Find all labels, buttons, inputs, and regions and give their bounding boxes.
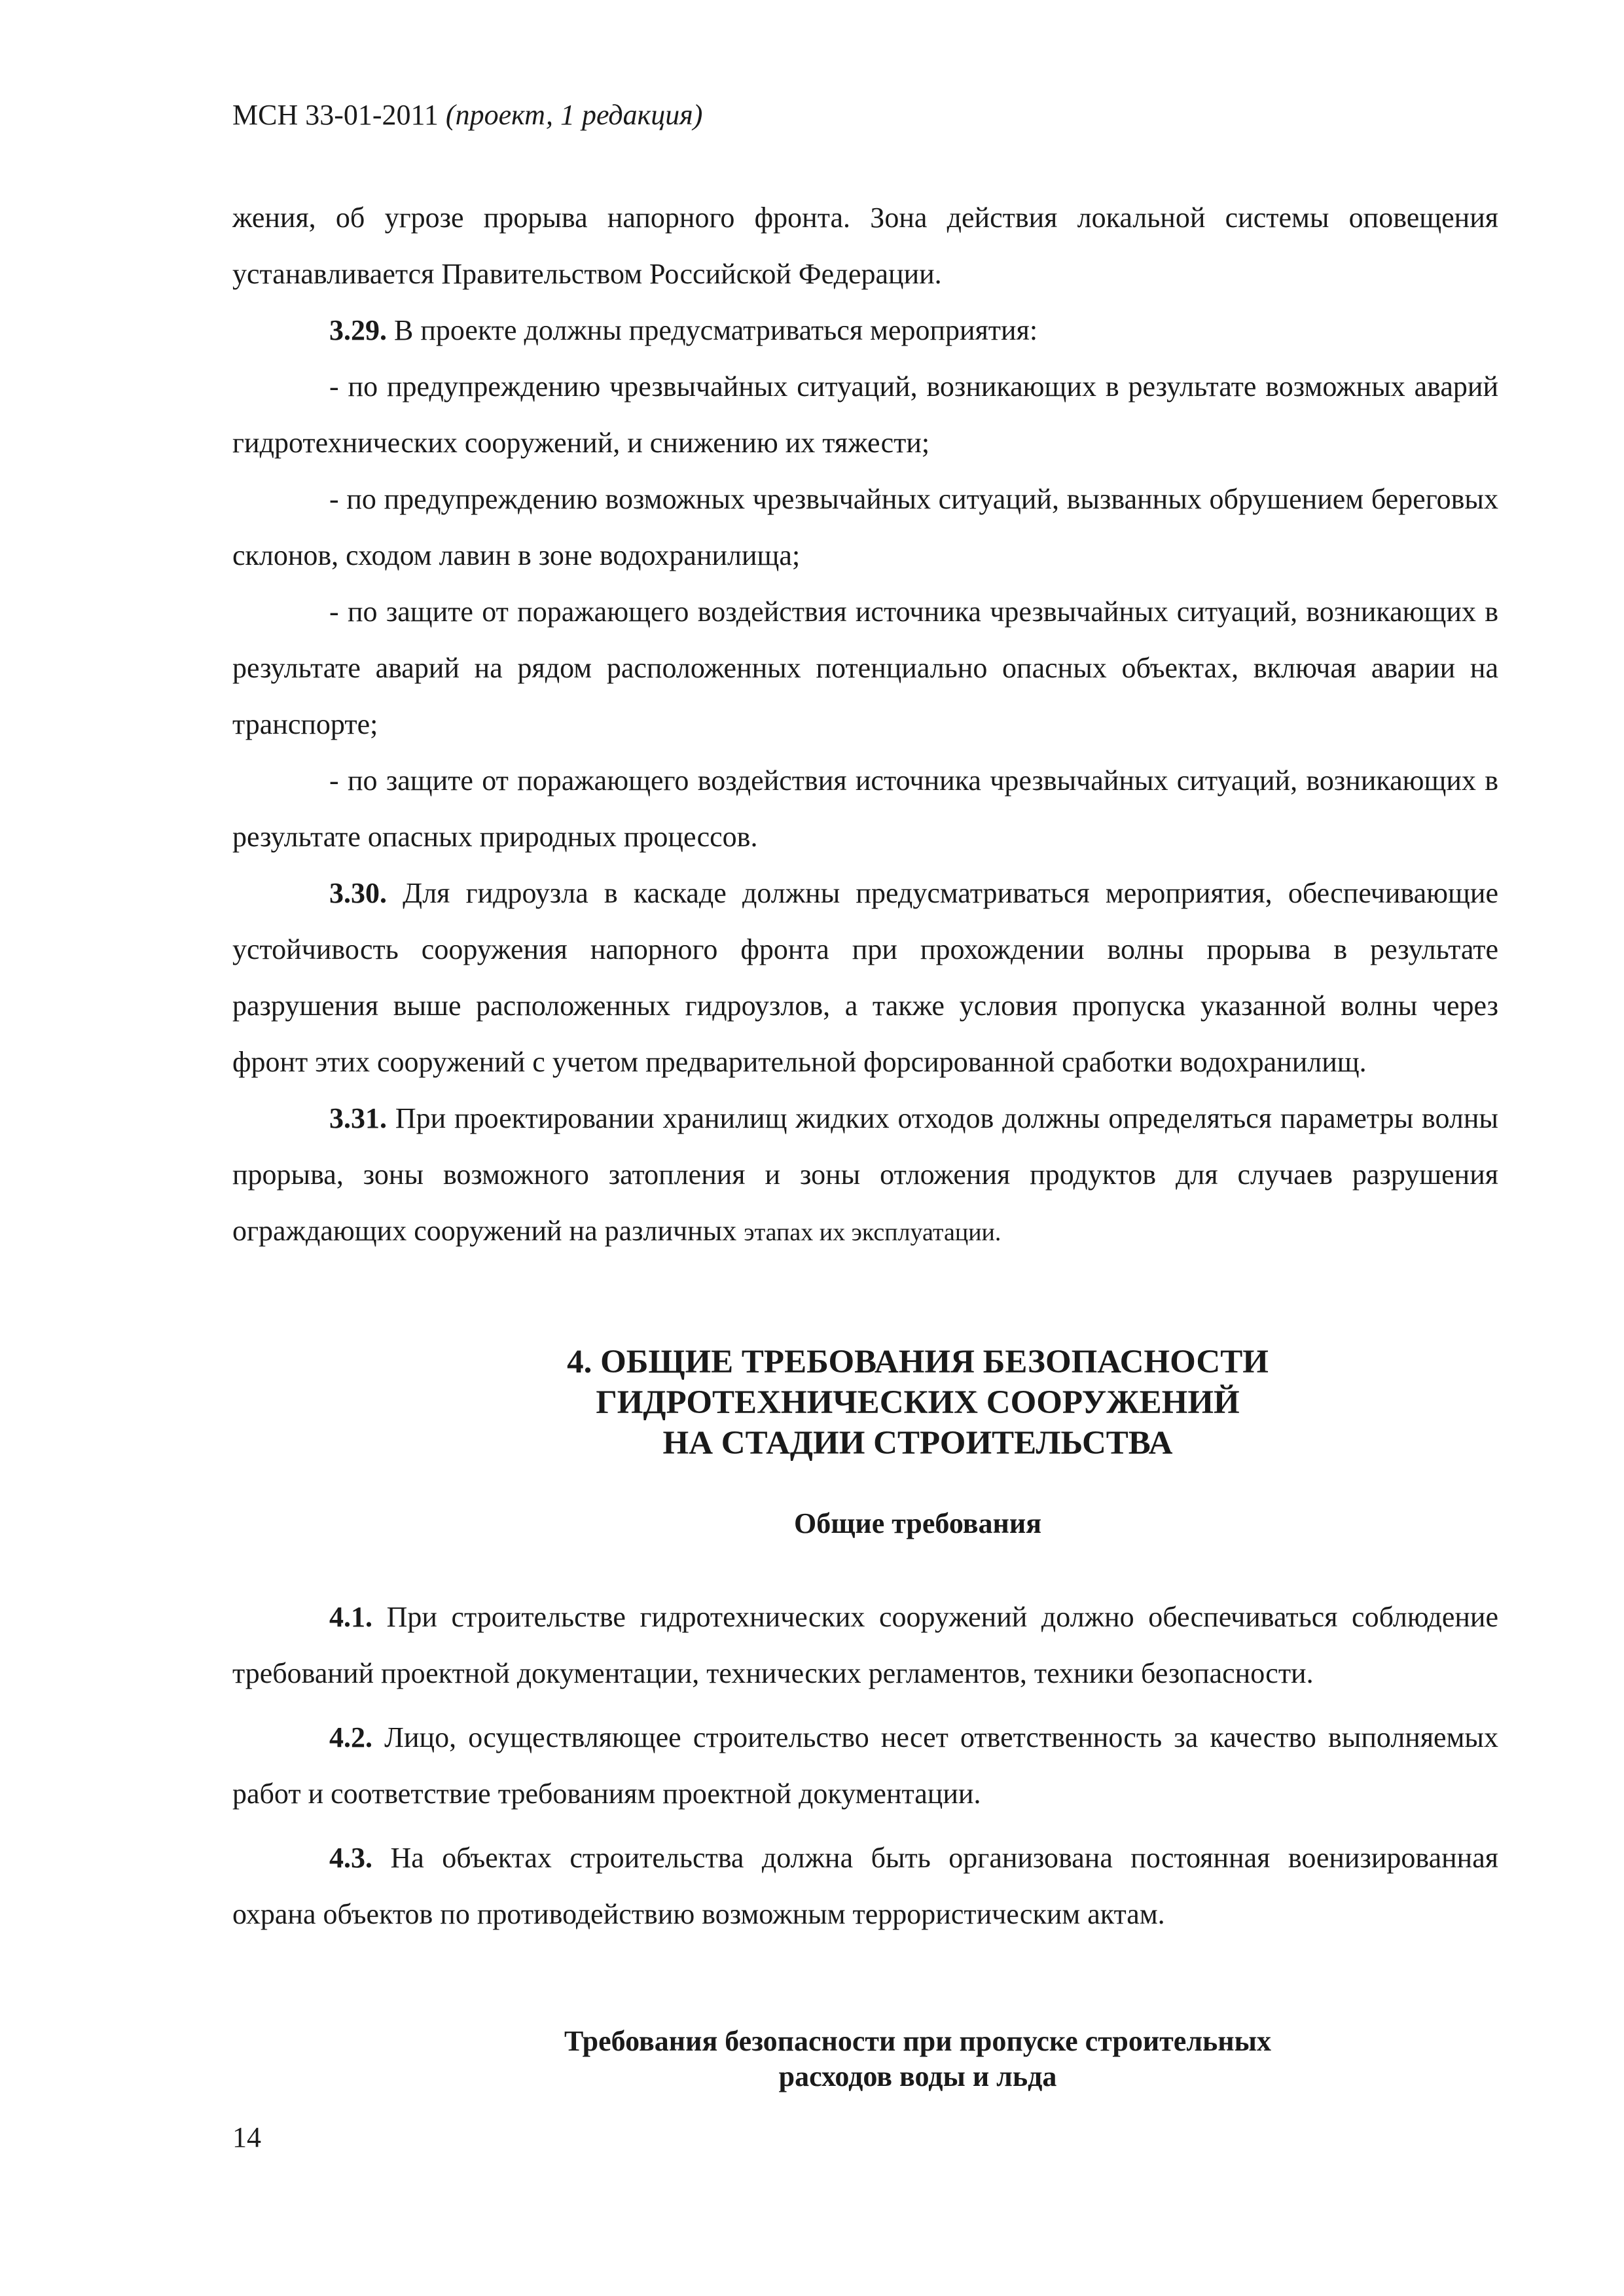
clause-number: 4.2.: [329, 1721, 372, 1753]
body-text-top: [232, 190, 1498, 1261]
paragraph-3-29: [232, 302, 1498, 359]
section-title: [232, 1342, 1498, 1463]
paragraph-3-31: [232, 1090, 1498, 1261]
paragraph-text: Для гидроузла в каскаде должны предусматриваться мероприятия, обеспечивающие устойчивость сооружения напорного фронта при прохождении волны прорыва в результате разрушения выше расположенных гидроузлов, а также условия пропуска указанной волны через фронт этих сооружений с учетом предварительной форсированной сработки водохранилищ.: [232, 877, 1498, 1078]
list-item: [232, 471, 1498, 584]
paragraph-4-1: [232, 1589, 1498, 1702]
paragraph-text: - по защите от поражающего воздействия источника чрезвычайных ситуаций, возникающих в результате аварий на рядом расположенных потенциально опасных объектах, включая аварии на транспорте;: [232, 596, 1498, 740]
subheading-line: расходов воды и льда: [778, 2060, 1057, 2092]
paragraph-4-2: [232, 1710, 1498, 1822]
paragraph-text: При проектировании хранилищ жидких отходов должны определяться параметры волны прорыва, зоны возможного затопления и зоны отложения продуктов для случаев разрушения ограждающих сооружений на различных: [232, 1102, 1498, 1247]
clause-number: 4.1.: [329, 1601, 372, 1633]
list-item: [232, 584, 1498, 753]
paragraph-text: В проекте должны предусматриваться мероприятия:: [387, 314, 1038, 346]
subheading-construction-flow-safety: [232, 2024, 1498, 2094]
paragraph-text: жения, об угрозе прорыва напорного фронта. Зона действия локальной системы оповещения устанавливается Правительством Российской Федерации.: [232, 202, 1498, 290]
paragraph-3-30: [232, 865, 1498, 1090]
paragraph-text: На объектах строительства должна быть организована постоянная военизированная охрана объектов по противодействию возможным террористическим актам.: [232, 1842, 1498, 1930]
paragraph-4-3: [232, 1830, 1498, 1943]
clause-number: 3.29.: [329, 314, 387, 346]
paragraph: [232, 190, 1498, 302]
section-title-line: НА СТАДИИ СТРОИТЕЛЬСТВА: [662, 1425, 1173, 1462]
paragraph-text: При строительстве гидротехнических сооружений должно обеспечиваться соблюдение требований проектной документации, технических регламентов, техники безопасности.: [232, 1601, 1498, 1689]
section-title-line: 4. ОБЩИЕ ТРЕБОВАНИЯ БЕЗОПАСНОСТИ: [567, 1344, 1269, 1380]
subheading-line: Требования безопасности при пропуске строительных: [564, 2025, 1271, 2057]
subheading-general-requirements: Общие требования: [794, 1507, 1041, 1539]
paragraph-text: - по защите от поражающего воздействия источника чрезвычайных ситуаций, возникающих в результате опасных природных процессов.: [232, 764, 1498, 853]
paragraph-text-tail: этапах их эксплуатации.: [744, 1219, 1001, 1246]
paragraph-text: - по предупреждению чрезвычайных ситуаций, возникающих в результате возможных аварий гидротехнических сооружений, и снижению их тяжести;: [232, 370, 1498, 459]
page-header: [232, 97, 702, 134]
section-title-line: ГИДРОТЕХНИЧЕСКИХ СООРУЖЕНИЙ: [596, 1384, 1240, 1421]
list-item: [232, 359, 1498, 471]
paragraph-text: - по предупреждению возможных чрезвычайных ситуаций, вызванных обрушением береговых склонов, сходом лавин в зоне водохранилища;: [232, 483, 1498, 571]
clause-number: 4.3.: [329, 1842, 372, 1874]
clause-number: 3.30.: [329, 877, 387, 909]
body-text-bottom: [232, 1589, 1498, 1943]
clause-number: 3.31.: [329, 1102, 387, 1134]
document-status: (проект, 1 редакция): [445, 99, 703, 131]
list-item: [232, 753, 1498, 865]
page-number: 14: [232, 2121, 261, 2153]
document-code: МСН 33-01-2011: [232, 99, 439, 131]
paragraph-text: Лицо, осуществляющее строительство несет ответственность за качество выполняемых работ и соответствие требованиям проектной документации.: [232, 1721, 1498, 1810]
